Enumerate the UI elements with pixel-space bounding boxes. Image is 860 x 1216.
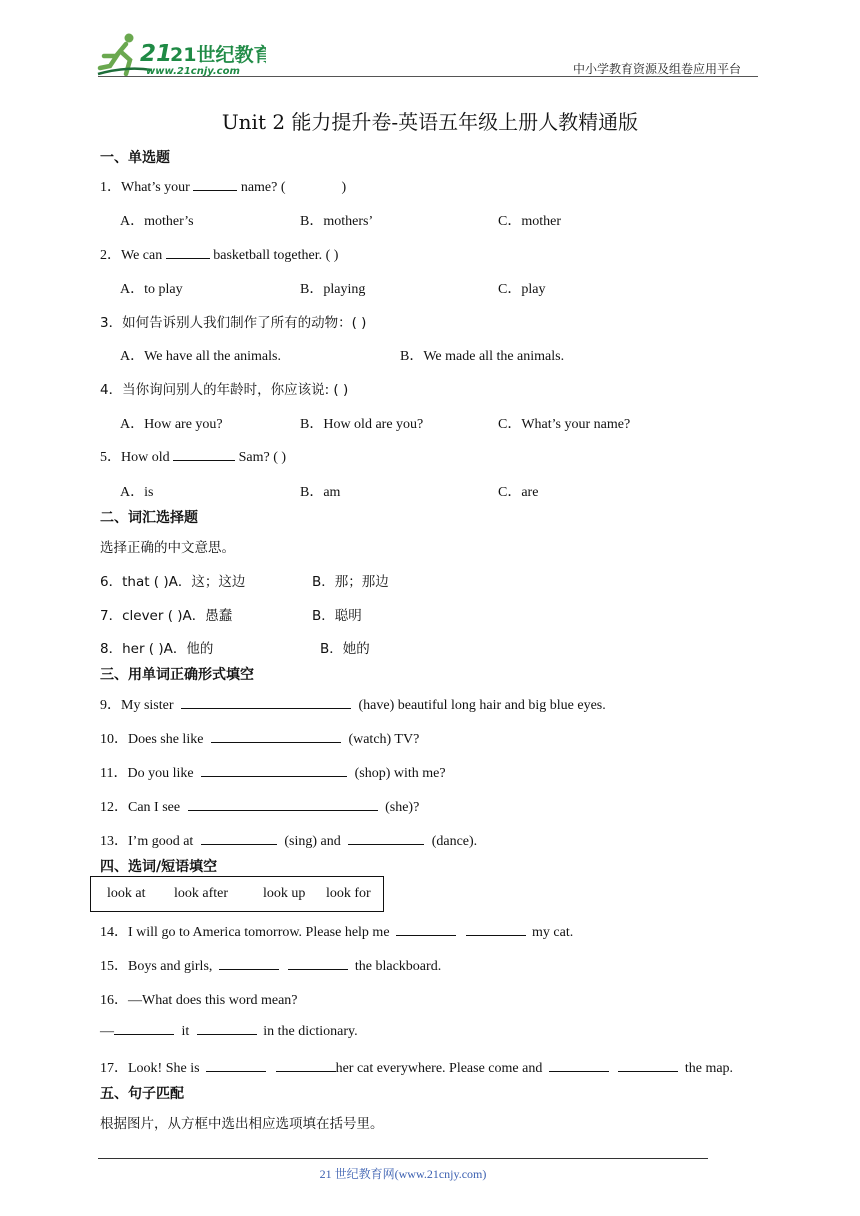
q10-stem-end: (watch) TV? <box>348 732 420 747</box>
header-divider <box>98 76 758 77</box>
answer-blank[interactable] <box>206 1059 266 1072</box>
q8-option-b[interactable]: B．她的 <box>320 641 370 657</box>
q16-dash: — <box>100 1024 114 1039</box>
answer-blank[interactable] <box>181 696 351 709</box>
section-heading-2: 二、词汇选择题 <box>100 510 198 526</box>
q1-stem-end: name? ( <box>240 180 286 195</box>
q2-option-c[interactable]: C．play <box>498 282 546 297</box>
q2-option-b[interactable]: B．playing <box>300 282 366 297</box>
answer-blank[interactable] <box>396 923 456 936</box>
q1-option-a[interactable]: A．mother’s <box>120 214 194 229</box>
answer-blank[interactable] <box>466 923 526 936</box>
footer-link[interactable]: 21 世纪教育网(www.21cnjy.com) <box>319 1167 487 1181</box>
question-17 <box>100 1057 733 1077</box>
q13-stem-start: 13．I’m good at <box>100 834 194 849</box>
q17-stem-end: the map. <box>684 1061 734 1076</box>
word-bank-box <box>90 876 384 912</box>
section-heading-5: 五、句子匹配 <box>100 1086 184 1102</box>
q15-stem-start: 15．Boys and girls, <box>100 959 213 974</box>
question-10 <box>100 728 419 748</box>
q5-stem-end: Sam? ( ) <box>238 450 287 465</box>
answer-blank[interactable] <box>211 730 341 743</box>
question-7: 7．clever ( )A．愚蠢 <box>100 608 233 624</box>
q9-stem-end: (have) beautiful long hair and big blue eyes. <box>358 698 606 713</box>
question-15 <box>100 955 441 975</box>
question-6: 6．that ( )A．这；这边 <box>100 574 246 590</box>
answer-blank[interactable] <box>549 1059 609 1072</box>
section-heading-4: 四、选词/短语填空 <box>100 859 218 875</box>
vocab-instruction: 选择正确的中文意思。 <box>100 540 235 556</box>
word-bank-item: look for <box>326 886 371 901</box>
logo <box>96 30 266 80</box>
q12-stem-end: (she)? <box>385 800 420 815</box>
question-16: 16．—What does this word mean? <box>100 993 298 1008</box>
question-5 <box>100 446 286 466</box>
answer-blank[interactable] <box>173 448 235 461</box>
footer-divider <box>98 1158 708 1159</box>
word-bank-item: look after <box>174 886 229 901</box>
q7-option-b[interactable]: B．聪明 <box>312 608 362 624</box>
q4-option-a[interactable]: A．How are you? <box>120 417 223 432</box>
question-12 <box>100 796 419 816</box>
q16-stem-middle: it <box>181 1024 190 1039</box>
q2-option-a[interactable]: A．to play <box>120 282 183 297</box>
q11-stem-end: (shop) with me? <box>354 766 446 781</box>
q9-stem-start: 9．My sister <box>100 698 174 713</box>
q3-option-b[interactable]: B．We made all the animals. <box>400 349 565 364</box>
question-4: 4．当你询问别人的年龄时，你应该说: ( ) <box>100 382 349 398</box>
q17-stem-start: 17．Look! She is <box>100 1061 200 1076</box>
answer-blank[interactable] <box>193 178 237 191</box>
q5-option-b[interactable]: B．am <box>300 485 341 500</box>
answer-blank[interactable] <box>288 957 348 970</box>
answer-blank[interactable] <box>348 832 424 845</box>
q13-stem-end: (dance). <box>431 834 478 849</box>
answer-blank[interactable] <box>188 798 378 811</box>
q10-stem-start: 10．Does she like <box>100 732 204 747</box>
q5-stem-start: 5．How old <box>100 450 170 465</box>
match-instruction: 根据图片，从方框中选出相应选项填在括号里。 <box>100 1116 384 1132</box>
answer-blank[interactable] <box>618 1059 678 1072</box>
question-13 <box>100 830 477 850</box>
q15-stem-end: the blackboard. <box>354 959 442 974</box>
runner-logo-icon <box>96 30 266 80</box>
word-bank-item: look at <box>107 886 146 901</box>
word-bank-item: look up <box>263 886 306 901</box>
q4-option-c[interactable]: C．What’s your name? <box>498 417 631 432</box>
answer-blank[interactable] <box>197 1022 257 1035</box>
q1-stem-start: 1．What’s your <box>100 180 190 195</box>
answer-blank[interactable] <box>219 957 279 970</box>
question-3: 3．如何告诉别人我们制作了所有的动物：( ) <box>100 315 367 331</box>
logo-url: www.21cnjy.com <box>146 66 240 77</box>
q12-stem-start: 12．Can I see <box>100 800 181 815</box>
section-heading-3: 三、用单词正确形式填空 <box>100 667 254 683</box>
question-1 <box>100 176 346 196</box>
q2-stem-end: basketball together. ( ) <box>213 248 339 263</box>
q6-option-b[interactable]: B．那；那边 <box>312 574 389 590</box>
platform-label: 中小学教育资源及组卷应用平台 <box>573 62 742 76</box>
q3-option-a[interactable]: A．We have all the animals. <box>120 349 281 364</box>
answer-blank[interactable] <box>201 764 347 777</box>
answer-blank[interactable] <box>114 1022 174 1035</box>
q11-stem-start: 11．Do you like <box>100 766 194 781</box>
page-title: Unit 2 能力提升卷-英语五年级上册人教精通版 <box>221 110 639 134</box>
q13-stem-middle: (sing) and <box>284 834 341 849</box>
q2-stem-start: 2．We can <box>100 248 163 263</box>
question-11 <box>100 762 446 782</box>
q16-stem-end: in the dictionary. <box>263 1024 358 1039</box>
q1-paren: ) <box>341 180 347 195</box>
q17-stem-middle: her cat everywhere. Please come and <box>335 1061 543 1076</box>
answer-blank[interactable] <box>201 832 277 845</box>
q14-stem-end: my cat. <box>532 925 574 940</box>
q5-option-c[interactable]: C．are <box>498 485 539 500</box>
answer-blank[interactable] <box>166 246 210 259</box>
question-16-answer <box>100 1022 358 1040</box>
answer-blank[interactable] <box>276 1059 336 1072</box>
q1-option-b[interactable]: B．mothers’ <box>300 214 374 229</box>
q4-option-b[interactable]: B．How old are you? <box>300 417 424 432</box>
logo-text: 21世纪教育 <box>170 44 266 66</box>
question-2 <box>100 244 338 264</box>
question-9 <box>100 694 606 714</box>
question-14 <box>100 921 573 941</box>
question-8: 8．her ( )A．他的 <box>100 641 214 657</box>
svg-text:21: 21 <box>140 41 173 67</box>
section-heading-1: 一、单选题 <box>100 150 170 166</box>
q14-stem-start: 14．I will go to America tomorrow. Please help me <box>100 925 390 940</box>
q5-option-a[interactable]: A．is <box>120 485 154 500</box>
q1-option-c[interactable]: C．mother <box>498 214 561 229</box>
